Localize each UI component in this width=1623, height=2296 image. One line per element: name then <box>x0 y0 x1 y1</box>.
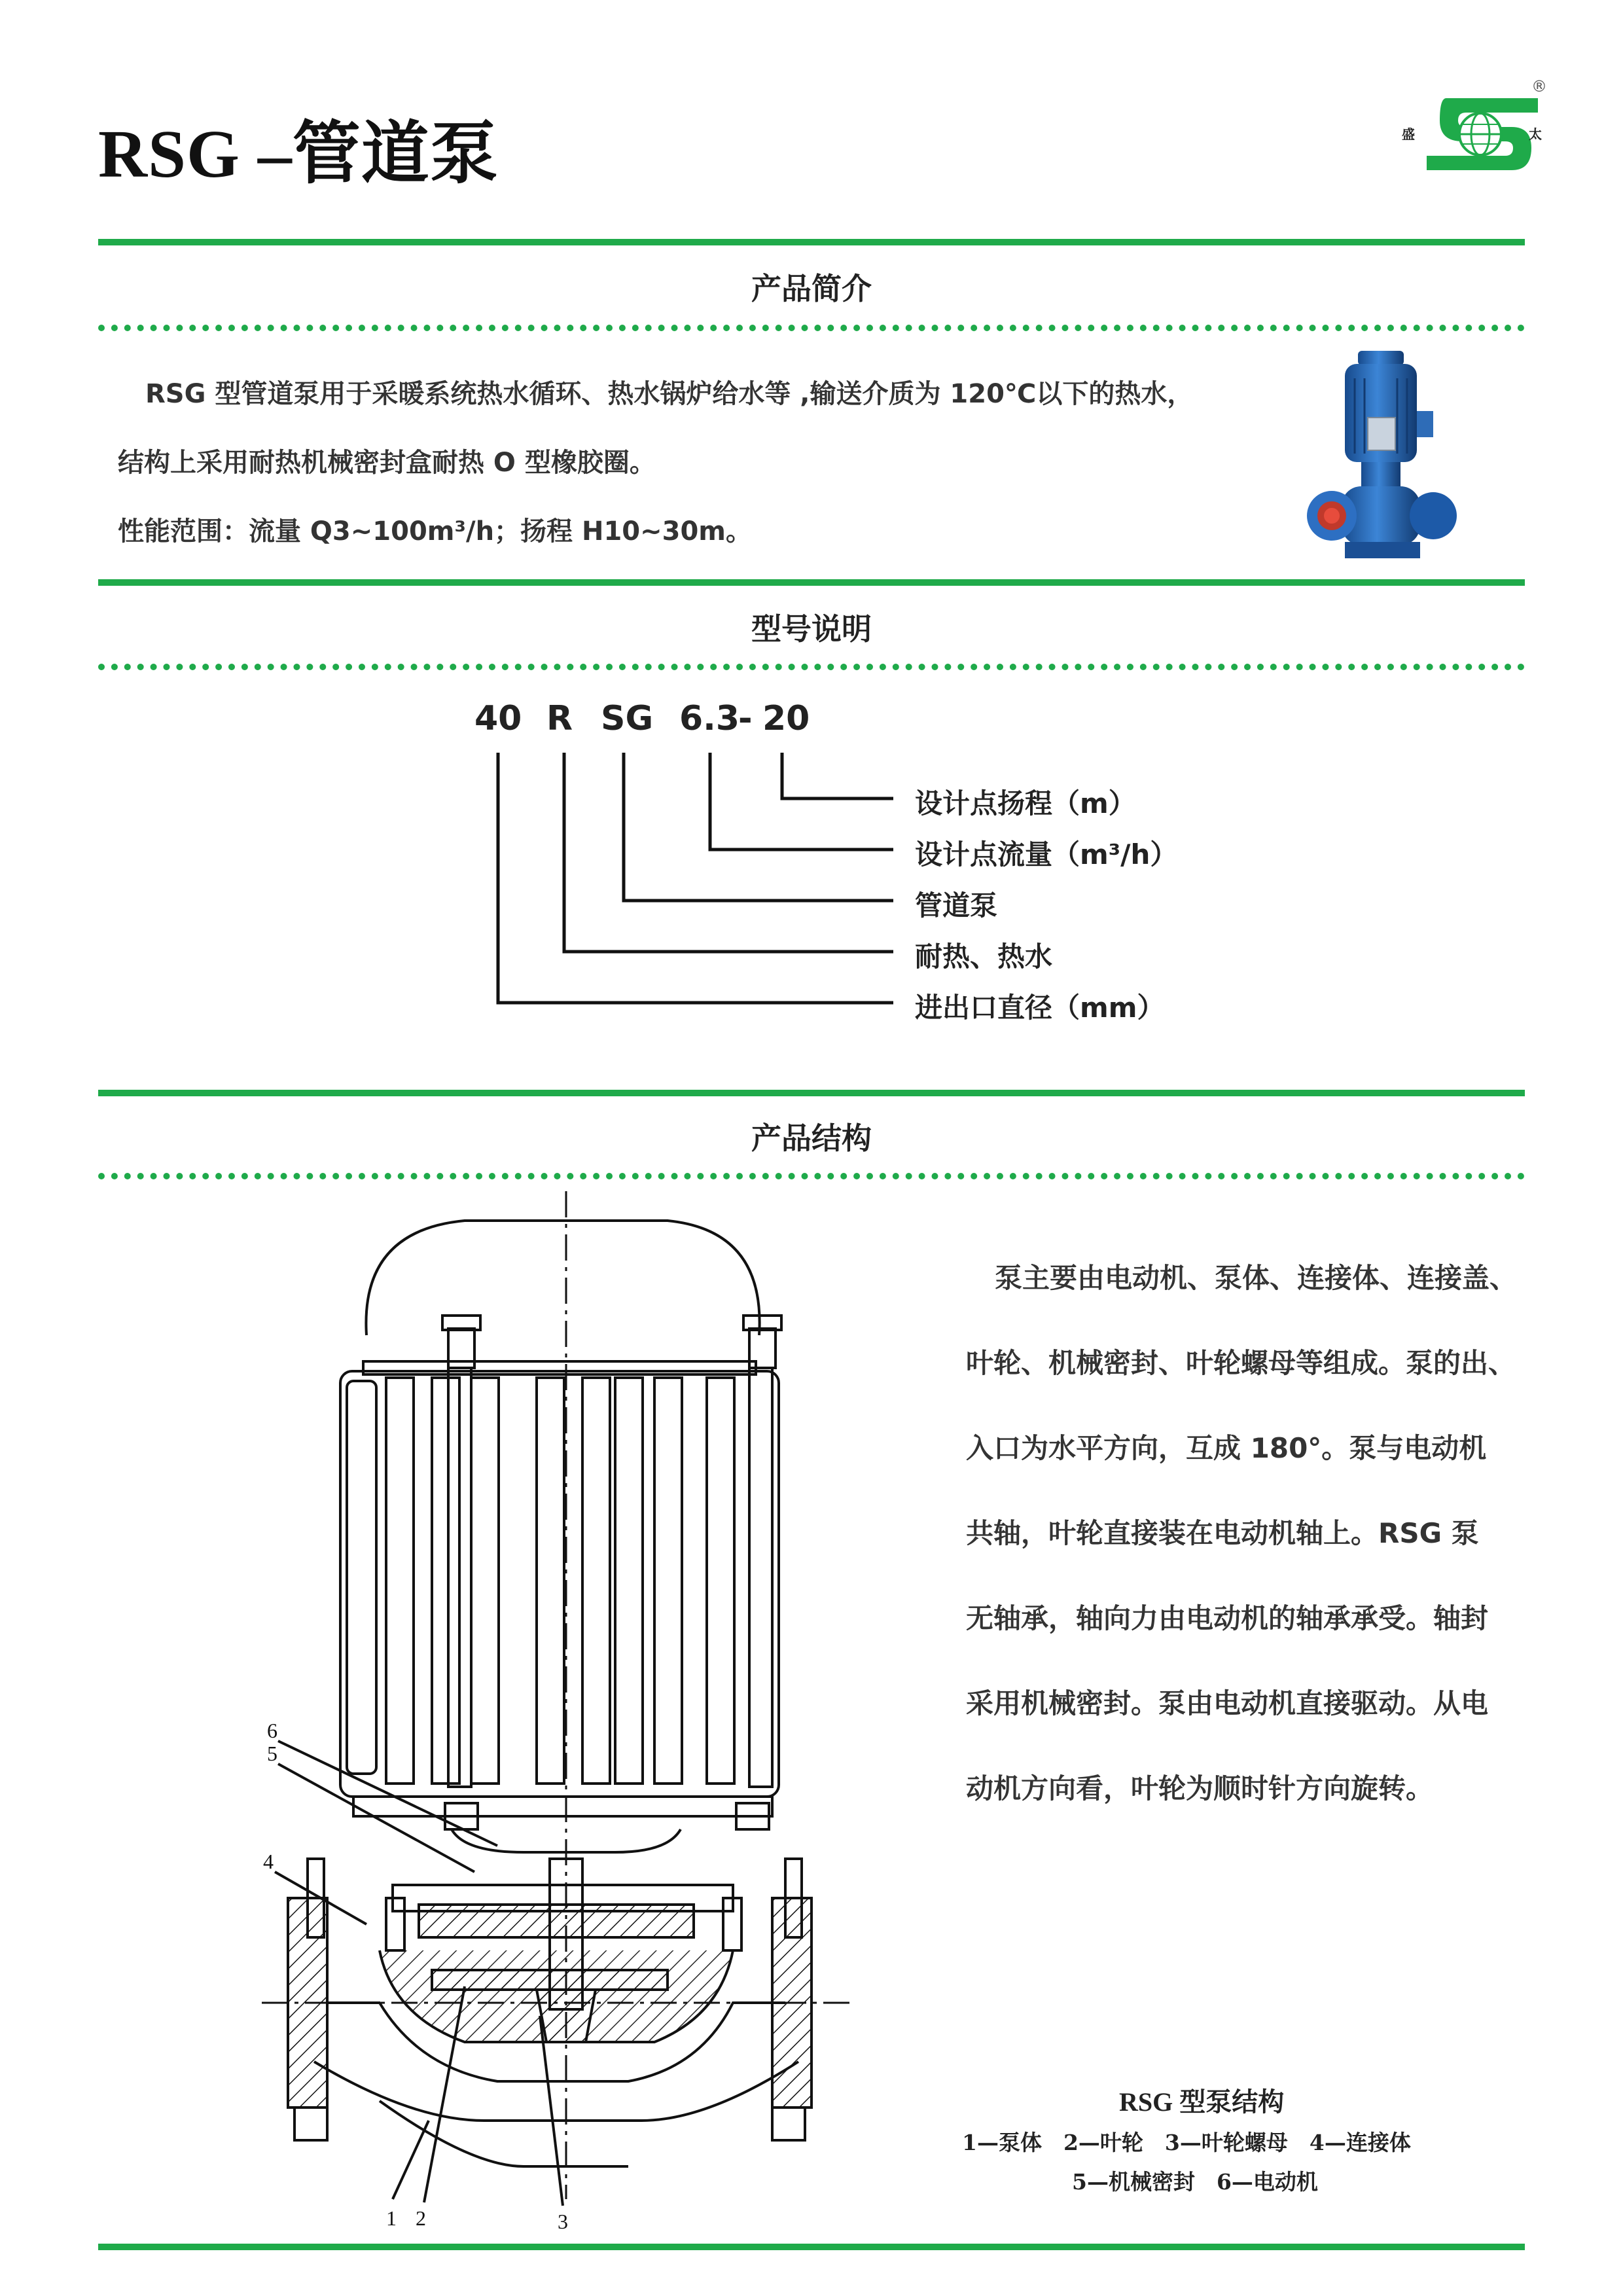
part-number-1: 1 <box>386 2206 397 2230</box>
part-number-2: 2 <box>416 2206 426 2230</box>
section-title-intro: 产品简介 <box>751 271 872 306</box>
intro-line-1: RSG 型管道泵用于采暖系统热水循环、热水锅炉给水等 ,输送介质为 120℃以下的热水， <box>145 379 1194 409</box>
structure-text-line-4: 共轴，叶轮直接装在电动机轴上。RSG 泵 <box>966 1517 1479 1549</box>
model-label-diameter: 进出口直径（mm） <box>915 992 1165 1024</box>
logo-s-globe-icon <box>1400 72 1558 190</box>
page-title: RSG –管道泵 <box>98 117 499 192</box>
model-label-head: 设计点扬程（m） <box>915 787 1136 819</box>
structure-text-line-2: 叶轮、机械密封、叶轮螺母等组成。泵的出、 <box>966 1347 1516 1379</box>
part-number-3: 3 <box>558 2210 568 2232</box>
intro-line-2: 结构上采用耐热机械密封盒耐热 O 型橡胶圈。 <box>118 448 656 478</box>
model-label-pipeline: 管道泵 <box>915 889 998 922</box>
divider-dotted <box>98 664 1525 670</box>
model-label-flow: 设计点流量（m³/h） <box>915 838 1178 870</box>
divider-solid <box>98 239 1525 245</box>
model-connector-lines <box>458 746 903 1014</box>
logo-char-right: 太 <box>1529 126 1542 142</box>
divider-solid <box>98 579 1525 586</box>
part-number-5: 5 <box>267 1742 277 1765</box>
divider-solid <box>98 1090 1525 1096</box>
part-number-6: 6 <box>267 1719 277 1742</box>
figure-legend-line-2: 5—机械密封 6—电动机 <box>1072 2169 1318 2195</box>
registered-mark: ® <box>1531 77 1547 96</box>
section-title-model: 型号说明 <box>751 611 872 647</box>
model-code-head: 20 <box>762 699 810 738</box>
structure-text-line-5: 无轴承，轴向力由电动机的轴承承受。轴封 <box>966 1602 1489 1634</box>
structure-text-line-3: 入口为水平方向，互成 180°。泵与电动机 <box>966 1432 1487 1464</box>
model-code-flow: 6.3 <box>679 699 740 738</box>
logo-char-left: 盛 <box>1402 126 1415 142</box>
divider-solid-bottom <box>98 2244 1525 2250</box>
company-logo <box>1400 72 1558 190</box>
model-code-heat: R <box>546 699 573 738</box>
structure-text-line-7: 动机方向看，叶轮为顺时针方向旋转。 <box>966 1772 1434 1804</box>
model-code-diameter: 40 <box>474 699 522 738</box>
intro-line-3: 性能范围：流量 Q3~100m³/h；扬程 H10~30m。 <box>118 516 752 547</box>
pump-product-photo <box>1306 346 1463 568</box>
model-code-pipeline: SG <box>601 699 654 738</box>
divider-dotted <box>98 1173 1525 1179</box>
model-label-heat: 耐热、热水 <box>915 941 1053 973</box>
section-title-structure: 产品结构 <box>751 1121 872 1156</box>
structure-text-line-1: 泵主要由电动机、泵体、连接体、连接盖、 <box>995 1262 1518 1294</box>
figure-caption: RSG 型泵结构 <box>1119 2087 1285 2117</box>
figure-legend-line-1: 1—泵体 2—叶轮 3—叶轮螺母 4—连接体 <box>962 2130 1411 2155</box>
structure-text-line-6: 采用机械密封。泵由电动机直接驱动。从电 <box>966 1687 1489 1719</box>
model-code-dash: - <box>738 699 753 738</box>
pump-cross-section-drawing <box>249 1191 864 2232</box>
divider-dotted <box>98 325 1525 331</box>
part-number-4: 4 <box>263 1850 274 1873</box>
